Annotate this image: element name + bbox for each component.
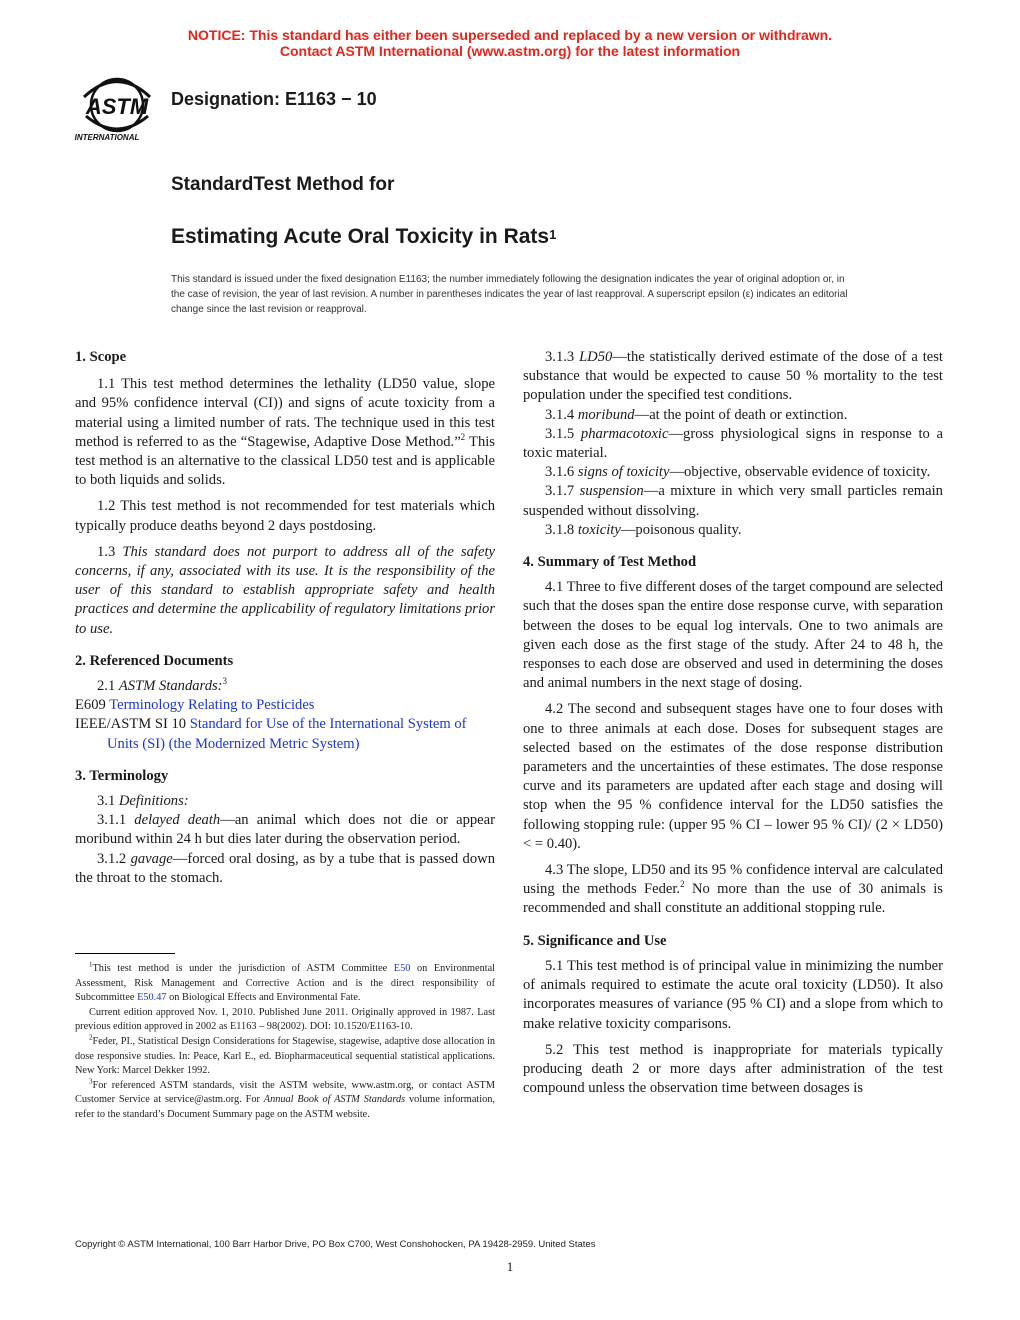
def-term: toxicity (577, 521, 621, 538)
footnote-divider (75, 953, 175, 954)
section-heading-scope: 1. Scope (75, 349, 127, 365)
def-term: LD50 (579, 349, 613, 365)
definition-3-1-3 (523, 348, 943, 406)
section-heading-summary: 4. Summary of Test Method (523, 554, 697, 571)
def-text: —the statistically derived estimate of the dose of a test substance that would be expected to cause 50 % mortality to the test population under the specified test conditions. (523, 349, 943, 404)
p2-1-footnote-mark: 3 (222, 676, 228, 687)
paragraph-5-1: 5.1 This test method is of principal value in minimizing the number of animals required to estimate the acute oral toxicity (LD50). It also incorporates measures of variance (95 % CI) and a slope from which to make relative toxicity comparisons. (523, 957, 943, 1032)
ref1-code: E609 (75, 697, 110, 714)
section-heading-referenced: 2. Referenced Documents (75, 652, 234, 669)
paragraph-2-1 (75, 677, 495, 696)
footnote-3 (75, 1079, 495, 1123)
notice-line-2: Contact ASTM International (www.astm.org) for the latest information (279, 43, 741, 59)
def-number: 3.1.3 (545, 349, 580, 365)
paragraph-3-1 (75, 792, 495, 811)
p1-3-number: 1.3 (97, 543, 123, 560)
fn3-italic: Annual Book of ASTM Standards (263, 1094, 406, 1106)
title-text: Estimating Acute Oral Toxicity in Rats (171, 225, 550, 248)
document-subtitle: StandardTest Method for (171, 174, 395, 195)
section-heading-significance: 5. Significance and Use (523, 932, 667, 949)
p4-3-footnote-mark: 2 (680, 879, 685, 890)
definition-3-1-8 (523, 521, 943, 540)
ref2-code: IEEE/ASTM SI 10 (75, 716, 190, 733)
paragraph-1-3 (75, 543, 495, 639)
def-number: 3.1.2 (97, 850, 131, 867)
right-column (523, 348, 943, 1098)
footnote-1 (75, 962, 495, 1006)
logo-subtext: INTERNATIONAL (74, 133, 140, 142)
def-term: delayed death (134, 812, 221, 829)
fn1-text-b: on Environmental Assessment, Risk Management and Corrective Action and is the direct responsibility of Subcommittee (75, 963, 496, 1004)
fn3-text-a: For referenced ASTM standards, visit the ASTM website, www.astm.org, or contact ASTM Customer Service at service@astm.org. For (75, 1079, 495, 1106)
footnote-2 (75, 1035, 495, 1079)
ref2-link[interactable]: Standard for Use of the International System of Units (SI) (the Modernized Metric System) (107, 716, 467, 752)
def-number: 3.1.4 (545, 406, 578, 423)
definition-3-1-7 (523, 482, 943, 520)
definition-3-1-1 (75, 811, 495, 849)
p1-1-tail: This test method is an alternative to the classical LD50 test and is applicable to both liquids and solids. (75, 433, 495, 489)
reference-si10 (75, 715, 495, 753)
astm-logo-icon (74, 72, 164, 146)
def-term: gavage (130, 850, 173, 867)
def-text: —a mixture in which very small particles remain suspended without dissolving. (523, 483, 943, 519)
def-term: suspension (579, 483, 644, 500)
fn1-link-e5047[interactable]: E50.47 (137, 992, 167, 1004)
definition-3-1-6 (523, 463, 943, 482)
def-number: 3.1.6 (545, 464, 578, 481)
def-text: —at the point of death or extinction. (634, 406, 848, 423)
p2-1-number: 2.1 (97, 678, 119, 695)
fn1-text-a: This test method is under the jurisdiction of ASTM Committee (92, 963, 394, 974)
paragraph-4-2: 4.2 The second and subsequent stages have one to four doses with one to three animals at each dose. Doses for subsequent stages are selected based on the estimates of the dose response distribution parameters and the uncertainties of these estimates. The dose response curve and its parameters are updated after each stage and dosing will stop when the 95 % confidence interval for the LD50 satisfies the following stopping rule: (upper 95 % CI – lower 95 % CI)/ (2 × LD50) < = 0.40). (523, 701, 943, 852)
def-text: —poisonous quality. (620, 521, 742, 538)
p3-1-text: Definitions: (118, 793, 189, 810)
fn3-mark: 3 (89, 1077, 93, 1086)
paragraph-1-1 (75, 375, 495, 490)
def-number: 3.1.7 (545, 483, 580, 500)
definition-3-1-2 (75, 850, 495, 888)
footnote-1-edition: Current edition approved Nov. 1, 2010. Published June 2011. Originally approved in 1987. Last previous edition approved in 2002 as E1163 – 98(2002). DOI: 10.1520/E1163-10. (75, 1006, 495, 1033)
p1-1-footnote-mark: 2 (460, 431, 466, 442)
fn3-text-b: volume information, refer to the standard’s Document Summary page on the ASTM website. (75, 1094, 495, 1120)
astm-logo (74, 72, 164, 146)
reference-e609 (75, 696, 495, 715)
fn2-text: Feder, PI., Statistical Design Considerations for Stagewise, stagewise, adaptive dose allocation in dose responsive studies. In: Peace, Karl E., ed. Biopharmaceutical sequential statistical applications. New York: Marcel Dekker 1992. (75, 1035, 495, 1077)
p2-1-text: ASTM Standards: (118, 678, 223, 695)
paragraph-5-2: 5.2 This test method is inappropriate for materials typically producing death 2 or more days after administration of the test compound unless the observation time between dosages is (523, 1041, 943, 1097)
def-term: signs of toxicity (577, 464, 670, 481)
issuance-statement: This standard is issued under the fixed designation E1163; the number immediately following the designation indicates the year of original adoption or, in the case of revision, the year of last revision. A number in parentheses indicates the year of last reapproval. A superscript epsilon (ε) indicates an editorial change since the last revision or reapproval. (171, 274, 848, 315)
withdrawal-notice (0, 27, 1020, 59)
document-title (171, 225, 556, 249)
paragraph-1-2: 1.2 This test method is not recommended for test materials which typically produce deaths beyond 2 days postdosing. (75, 498, 495, 534)
def-number: 3.1.1 (97, 812, 135, 829)
def-term: pharmacotoxic (580, 425, 669, 442)
title-footnote-mark: 1 (549, 227, 557, 242)
paragraph-4-3 (523, 861, 943, 919)
definition-3-1-4 (523, 406, 943, 425)
def-number: 3.1.8 (545, 521, 578, 538)
p4-3-tail: No more than the use of 30 animals is recommended and shall constitute an additional stopping rule. (523, 881, 943, 917)
section-heading-terminology: 3. Terminology (75, 767, 169, 784)
p3-1-number: 3.1 (97, 793, 119, 810)
def-term: moribund (577, 406, 635, 423)
logo-letters: ASTM (85, 94, 149, 119)
left-column (75, 348, 495, 888)
copyright-line: Copyright © ASTM International, 100 Barr Harbor Drive, PO Box C700, West Conshohocken, PA 19428-2959. United States (75, 1239, 596, 1250)
notice-line-1: NOTICE: This standard has either been superseded and replaced by a new version or withdrawn. (187, 27, 833, 43)
fn1-text-c: on Biological Effects and Environmental Fate. (166, 992, 361, 1004)
footnotes (75, 962, 495, 1123)
def-text: —forced oral dosing, as by a tube that is passed down the throat to the stomach. (75, 850, 495, 886)
fn1-link-e50[interactable]: E50 (393, 963, 411, 974)
fn2-mark: 2 (89, 1033, 93, 1042)
p1-1-text: 1.1 This test method determines the lethality (LD50 value, slope and 95% confidence interval (CI)) and signs of acute toxicity from a material using a limited number of rats. The technique used in this test method is referred to as the “Stagewise, Adaptive Dose Method.” (75, 376, 495, 450)
page-number: 1 (506, 1259, 514, 1274)
p1-3-text: This standard does not purport to address all of the safety concerns, if any, associated with its use. It is the responsibility of the user of this standard to establish appropriate safety and health practices and determine the applicability of regulatory limitations prior to use. (75, 543, 495, 637)
designation: Designation: E1163 − 10 (171, 89, 377, 109)
definition-3-1-5 (523, 425, 943, 463)
paragraph-4-1: 4.1 Three to five different doses of the target compound are selected such that the doses span the entire dose response curve, with separation between the doses to be equal log intervals. One to two animals are given each dose as the first stage of the study. After 24 to 48 h, the responses to each dose are observed and used in determining the doses and animal numbers in the next stage of dosing. (523, 579, 943, 692)
def-number: 3.1.5 (545, 425, 581, 442)
p4-3-text: 4.3 The slope, LD50 and its 95 % confidence interval are calculated using the methods Feder. (523, 862, 943, 898)
ref1-link[interactable]: Terminology Relating to Pesticides (109, 697, 315, 714)
def-text: —gross physiological signs in response to a toxic material. (523, 425, 943, 462)
def-text: —objective, observable evidence of toxicity. (669, 464, 931, 481)
fn1-mark: 1 (89, 960, 93, 969)
def-text: —an animal which does not die or appear moribund within 24 h but dies later during the observation period. (75, 812, 495, 848)
